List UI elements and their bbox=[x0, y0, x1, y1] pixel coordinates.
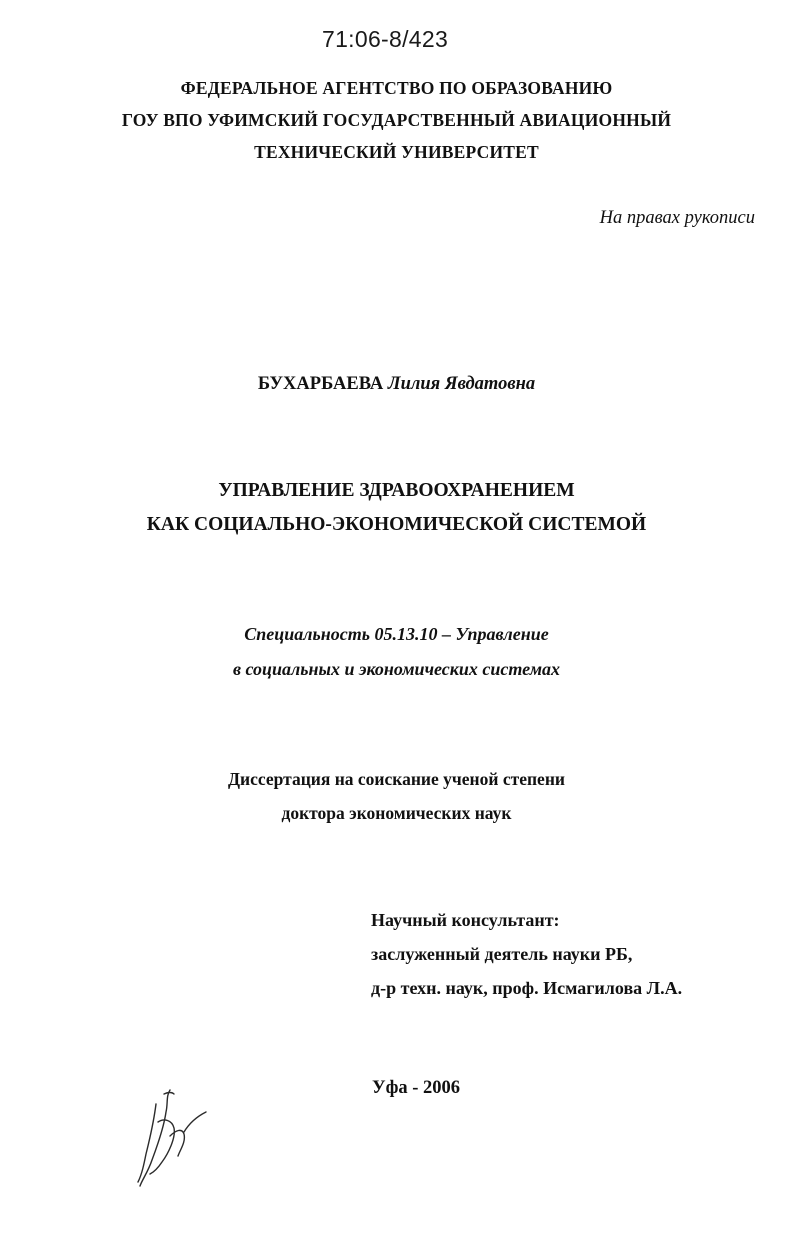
manuscript-rights-note: На правах рукописи bbox=[599, 208, 755, 228]
author-given-names: Лилия Явдатовна bbox=[387, 374, 536, 394]
organization-line-3: ТЕХНИЧЕСКИЙ УНИВЕРСИТЕТ bbox=[254, 142, 539, 162]
signature-icon bbox=[128, 1082, 218, 1192]
consultant-title: заслуженный деятель науки РБ, bbox=[371, 944, 633, 964]
author-surname: БУХАРБАЕВА bbox=[257, 374, 384, 394]
consultant-heading: Научный консультант: bbox=[371, 910, 560, 930]
organization-line-2: ГОУ ВПО УФИМСКИЙ ГОСУДАРСТВЕННЫЙ АВИАЦИОННЫЙ bbox=[121, 110, 672, 130]
dissertation-title-line-2: КАК СОЦИАЛЬНО-ЭКОНОМИЧЕСКОЙ СИСТЕМОЙ bbox=[146, 514, 647, 535]
catalog-number: 71:06-8/423 bbox=[322, 26, 449, 52]
author-name bbox=[0, 374, 793, 395]
specialty-line-2: в социальных и экономических системах bbox=[232, 659, 561, 679]
specialty-line-1: Специальность 05.13.10 – Управление bbox=[244, 624, 549, 644]
organization-line-1: ФЕДЕРАЛЬНОЕ АГЕНТСТВО ПО ОБРАЗОВАНИЮ bbox=[180, 78, 613, 98]
degree-line-2: доктора экономических наук bbox=[281, 803, 512, 823]
consultant-name: д-р техн. наук, проф. Исмагилова Л.А. bbox=[371, 978, 683, 998]
degree-line-1: Диссертация на соискание ученой степени bbox=[228, 769, 565, 789]
city-year: Уфа - 2006 bbox=[372, 1078, 461, 1098]
dissertation-title-line-1: УПРАВЛЕНИЕ ЗДРАВООХРАНЕНИЕМ bbox=[218, 480, 575, 501]
